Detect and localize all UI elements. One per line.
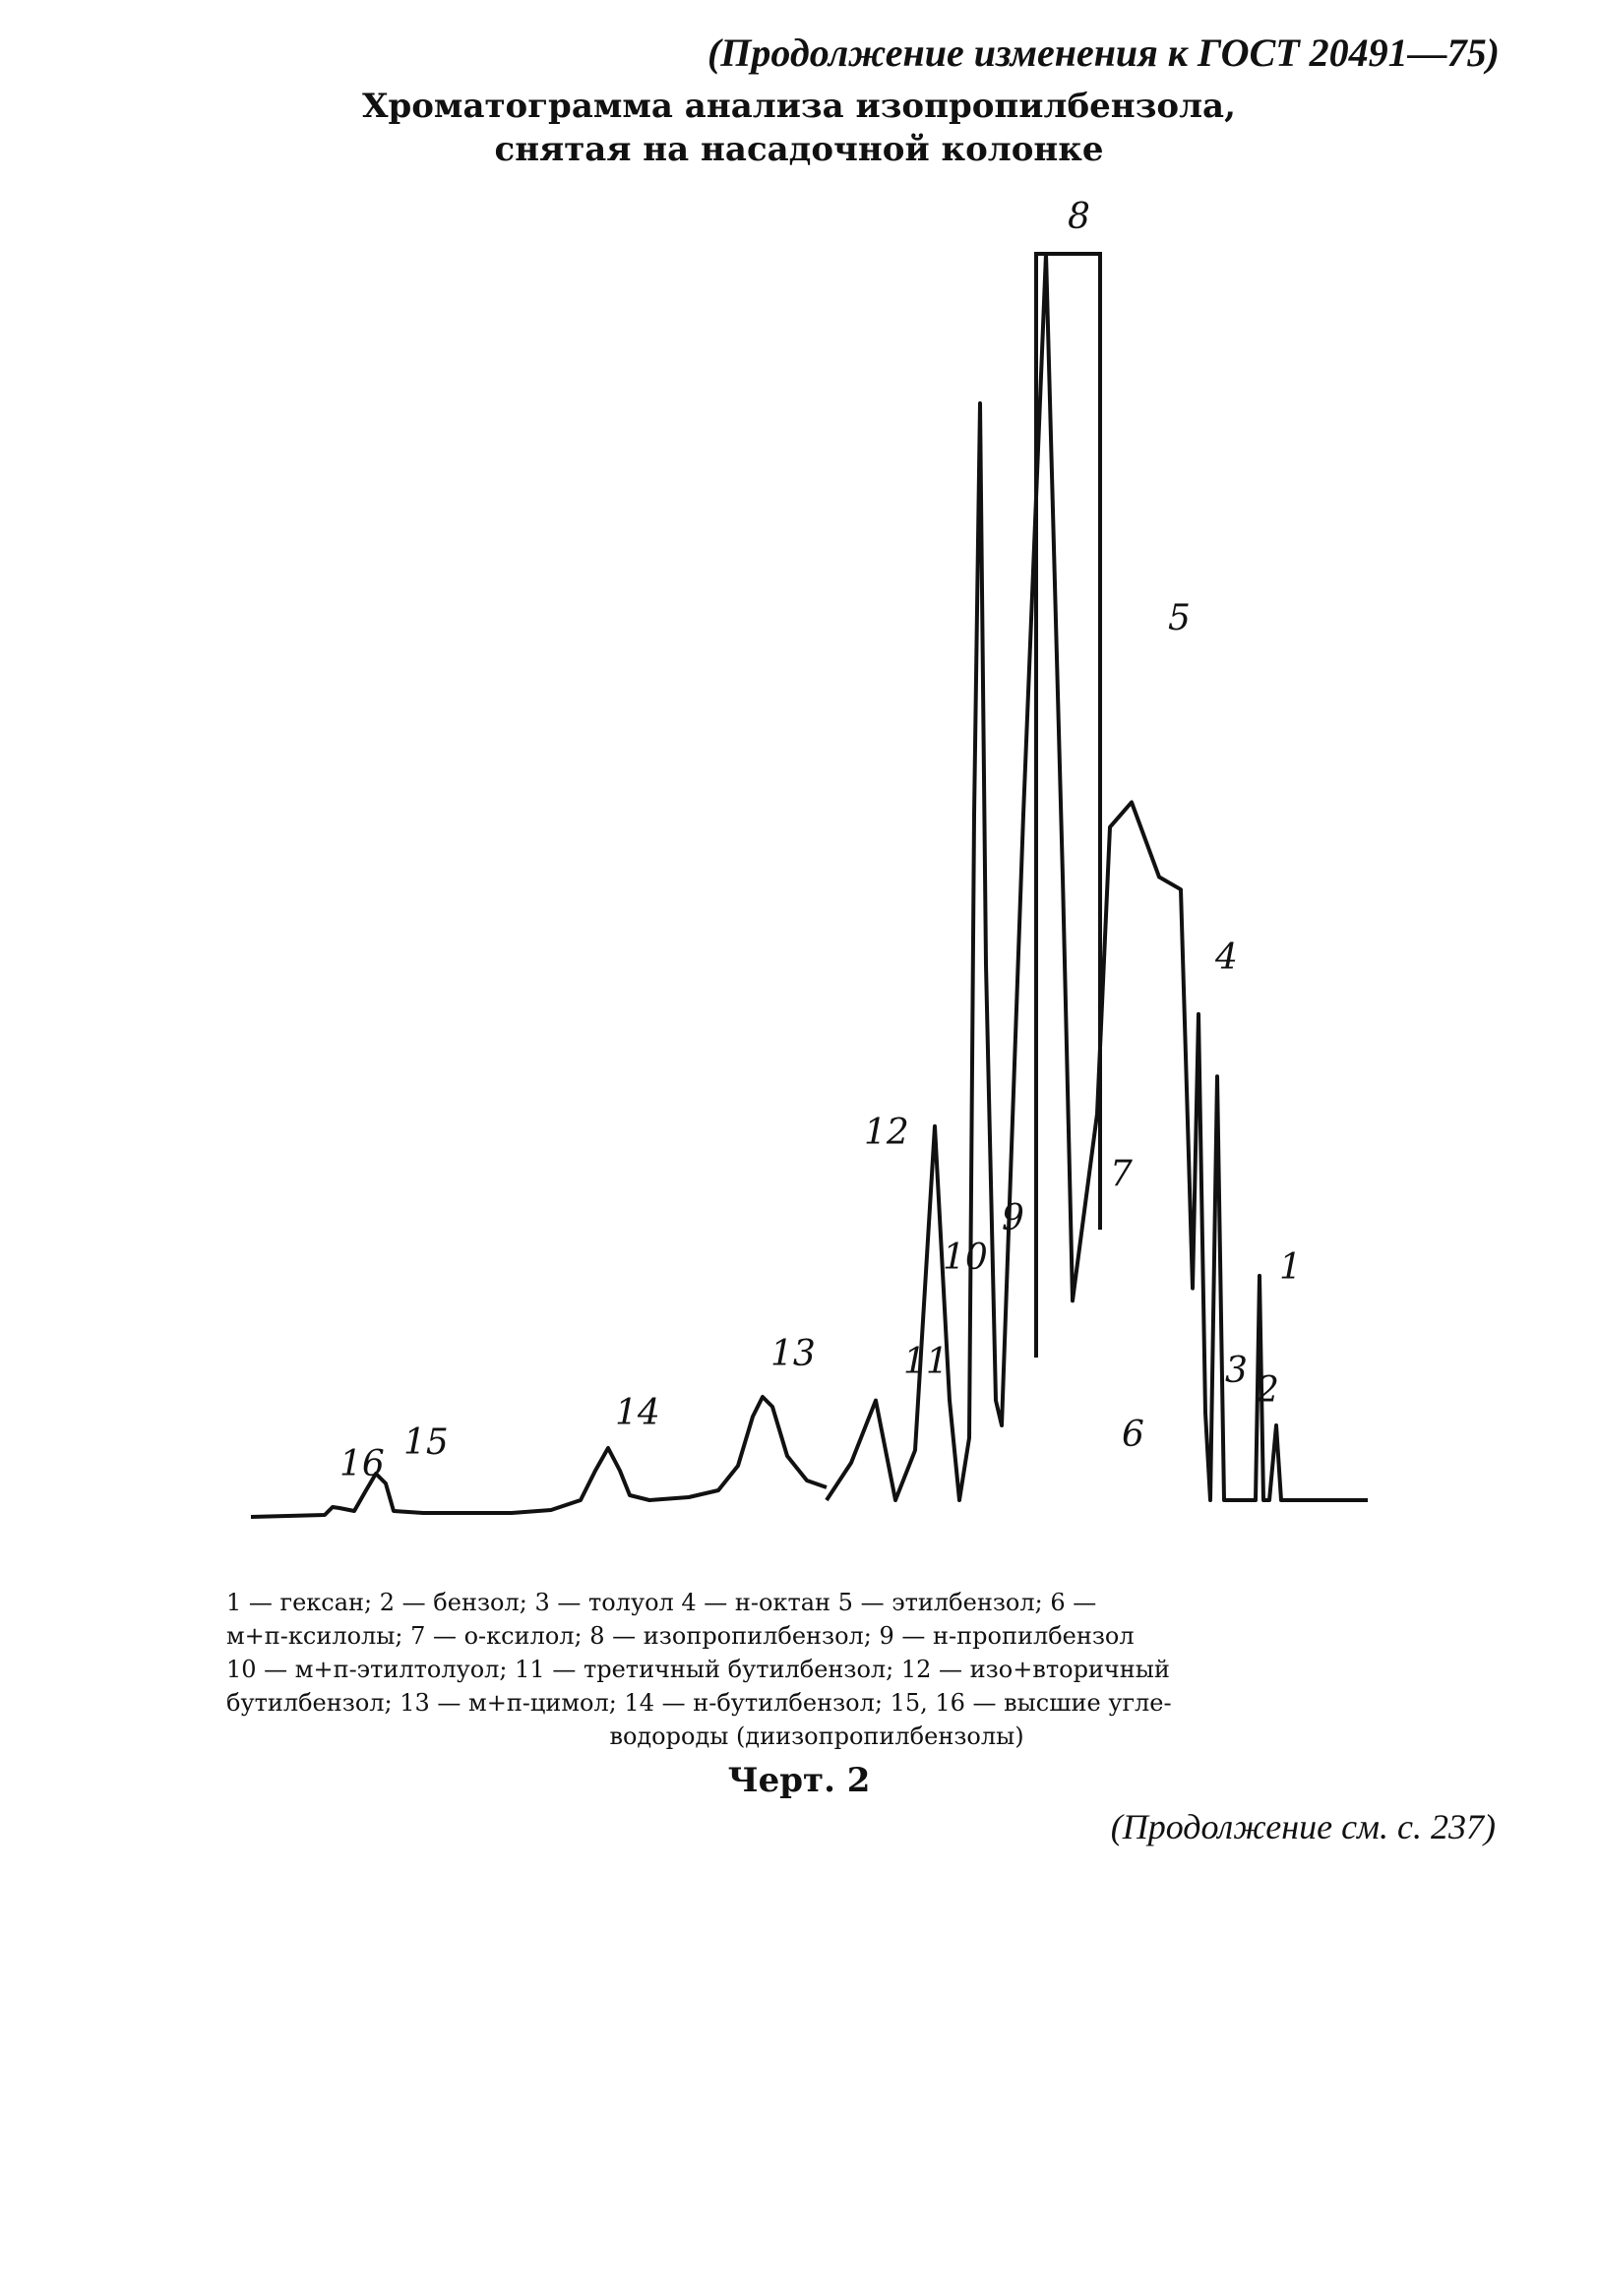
peak-label-16: 16 xyxy=(339,1444,385,1484)
legend-line-5: водороды (диизопропилбензолы) xyxy=(609,1722,1024,1750)
chart-title-line1: Хроматограмма анализа изопропилбензола, xyxy=(362,87,1236,126)
peak-label-11: 11 xyxy=(903,1342,949,1382)
continuation-header: (Продолжение изменения к ГОСТ 20491—75) xyxy=(707,30,1500,75)
chart-title-line2: снятая на насадочной колонке xyxy=(494,130,1104,169)
peak-label-6: 6 xyxy=(1122,1415,1144,1455)
peak-label-4: 4 xyxy=(1215,937,1238,978)
peak-label-3: 3 xyxy=(1225,1351,1248,1391)
peak-label-9: 9 xyxy=(1002,1198,1024,1239)
chromatogram-trace-main xyxy=(827,254,1368,1500)
peak-label-10: 10 xyxy=(943,1238,988,1278)
peak-label-2: 2 xyxy=(1257,1370,1279,1411)
peak-label-15: 15 xyxy=(403,1422,449,1463)
chromatogram-trace-tail xyxy=(251,1397,827,1517)
peak-label-5: 5 xyxy=(1168,598,1191,638)
legend-line-3: 10 — м+п-этилтолуол; 11 — третичный бутилбензол; 12 — изо+вторичный xyxy=(226,1656,1170,1683)
legend-line-2: м+п-ксилолы; 7 — о-ксилол; 8 — изопропилбензол; 9 — н-пропилбензол xyxy=(226,1622,1135,1650)
peak-label-12: 12 xyxy=(864,1113,909,1153)
peak-label-8: 8 xyxy=(1068,197,1090,237)
peak-legend xyxy=(226,1586,1407,1753)
legend-line-4: бутилбензол; 13 — м+п-цимол; 14 — н-бутилбензол; 15, 16 — высшие угле- xyxy=(226,1689,1172,1717)
peak-label-13: 13 xyxy=(770,1334,816,1374)
peak-label-1: 1 xyxy=(1279,1247,1302,1288)
continuation-footer: (Продолжение см. с. 237) xyxy=(1110,1807,1496,1846)
peak-label-14: 14 xyxy=(615,1393,660,1433)
figure-caption: Черт. 2 xyxy=(727,1761,871,1800)
legend-line-1: 1 — гексан; 2 — бензол; 3 — толуол 4 — н-октан 5 — этилбензол; 6 — xyxy=(226,1589,1097,1616)
peak-label-7: 7 xyxy=(1110,1154,1133,1194)
